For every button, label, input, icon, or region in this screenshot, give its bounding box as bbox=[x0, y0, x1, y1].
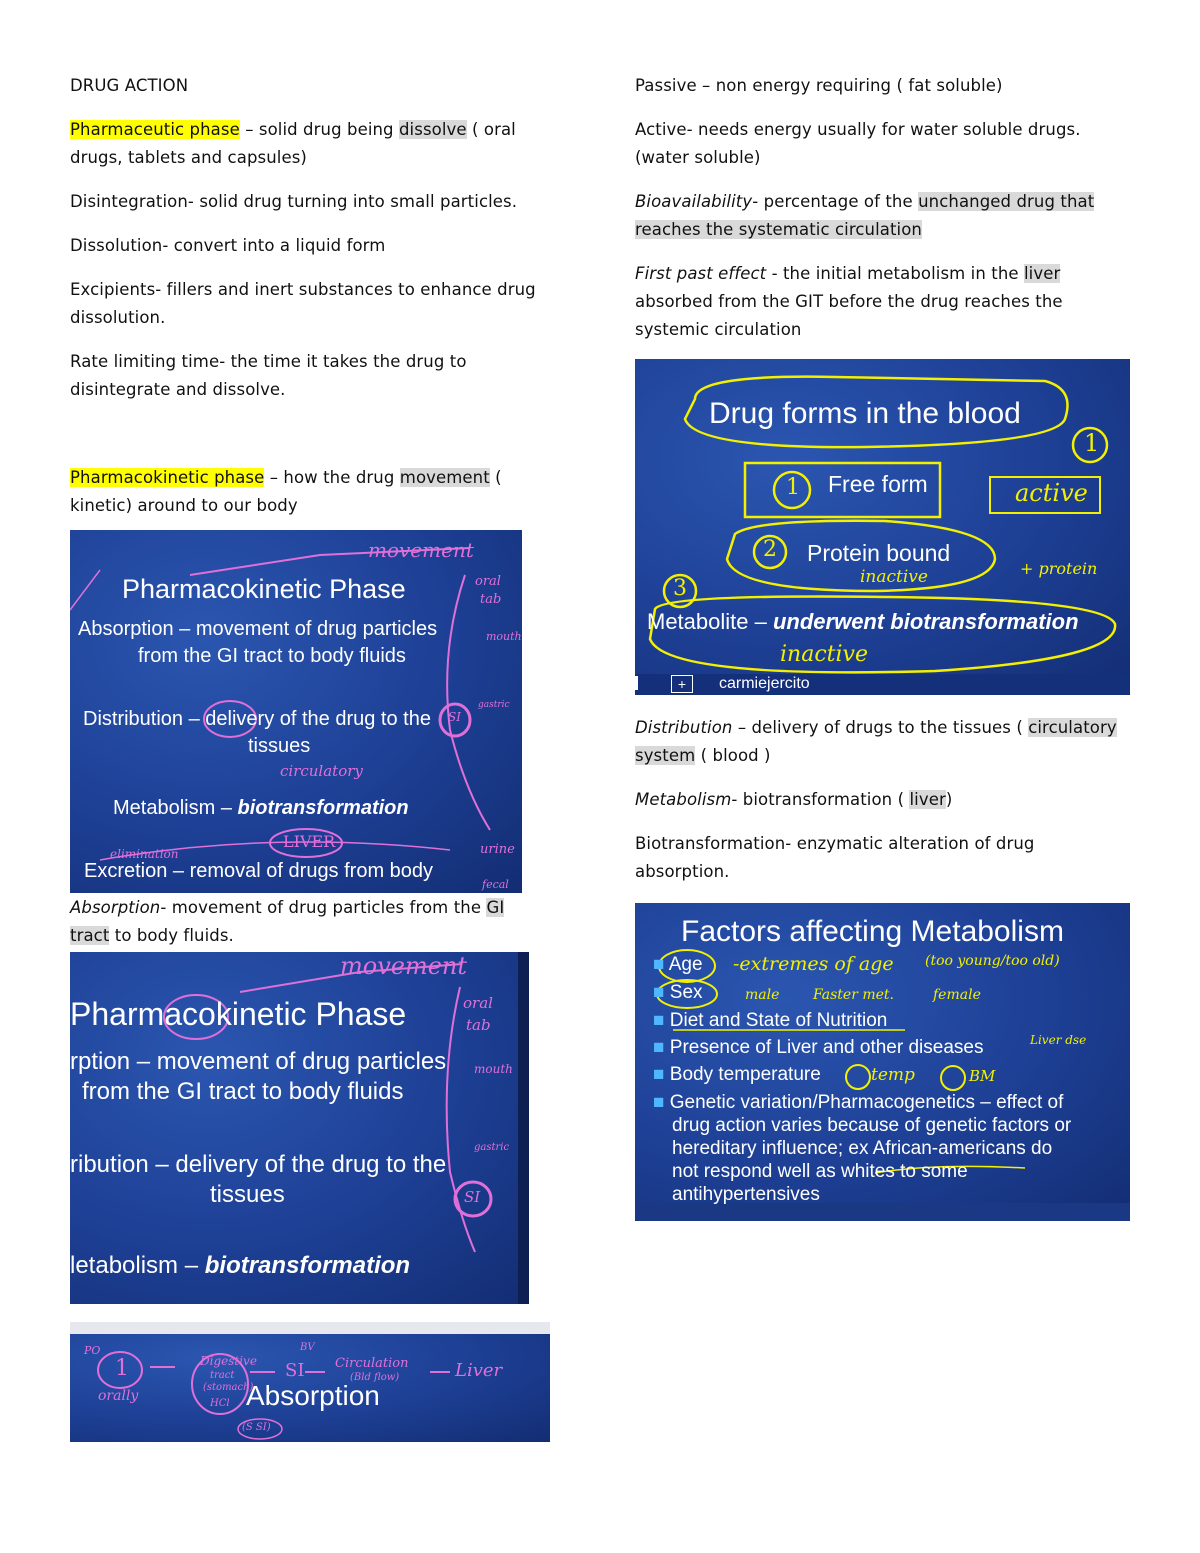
ink-circulatory: circulatory bbox=[280, 762, 363, 780]
ink-female: female bbox=[933, 987, 981, 1003]
highlight-movement: movement bbox=[399, 468, 490, 487]
ink-extremes: -extremes of age bbox=[733, 953, 894, 975]
rate-limiting-para: Rate limiting time- the time it takes the drug to disintegrate and dissolve. bbox=[70, 352, 467, 399]
slide-line-distribution: Distribution – delivery of the drug to the bbox=[83, 708, 431, 730]
text: ) bbox=[945, 790, 953, 809]
highlight-dissolve: dissolve bbox=[398, 120, 467, 139]
metabolism-para bbox=[635, 786, 1130, 814]
ink-liver: LIVER bbox=[283, 832, 336, 851]
text: biotransformation bbox=[204, 1252, 411, 1279]
ink-ssi: (S SI) bbox=[242, 1422, 271, 1433]
text: to body fluids. bbox=[109, 926, 234, 945]
slide-title: Pharmacokinetic Phase bbox=[70, 996, 407, 1032]
ink-active: active bbox=[1015, 479, 1088, 507]
factor-genetic: ■ Genetic variation/Pharmacogenetics – effect of bbox=[653, 1092, 1064, 1113]
text: – delivery of drugs to the tissues ( bbox=[732, 718, 1029, 737]
term-metabolism: Metabolism bbox=[635, 790, 732, 809]
term-pharmaceutic-phase: Pharmaceutic phase bbox=[70, 120, 240, 139]
ink-circulation: Circulation bbox=[335, 1356, 409, 1371]
text: biotransformation bbox=[237, 797, 409, 819]
text: - movement of drug particles from the bbox=[160, 898, 487, 917]
ink-movement: movement bbox=[368, 538, 474, 562]
ink-liver-dse: Liver dse bbox=[1030, 1033, 1087, 1047]
ink-oral: oral bbox=[475, 574, 501, 589]
ink-num-1: 1 bbox=[786, 475, 800, 500]
distribution-para bbox=[635, 714, 1130, 770]
ink-bv: BV bbox=[300, 1342, 315, 1353]
slide-line: from the GI tract to body fluids bbox=[138, 645, 406, 667]
absorption-para bbox=[70, 894, 540, 950]
disintegration-para: Disintegration- solid drug turning into small particles. bbox=[70, 192, 518, 211]
term-absorption: Absorption bbox=[70, 898, 161, 917]
ink-num-3: 3 bbox=[673, 576, 687, 601]
first-pass-para bbox=[635, 260, 1130, 344]
ink-mouth: mouth bbox=[474, 1062, 513, 1076]
factors-metabolism-slide bbox=[635, 903, 1130, 1221]
pharmacokinetic-slide-1 bbox=[70, 530, 522, 893]
active-para: Active- needs energy usually for water soluble drugs.(water soluble) bbox=[635, 120, 1081, 167]
ink-gastric: gastric bbox=[478, 700, 510, 710]
ink-orally: orally bbox=[98, 1388, 139, 1404]
pharmacokinetic-phase-para bbox=[70, 464, 558, 520]
ink-one: 1 bbox=[115, 1356, 129, 1381]
ink-stomach: (stomach) bbox=[203, 1382, 254, 1393]
ink-po: PO bbox=[84, 1344, 101, 1357]
factor-diet: ■ Diet and State of Nutrition bbox=[653, 1010, 888, 1031]
excipients-para: Excipients- fillers and inert substances to enhance drug dissolution. bbox=[70, 280, 536, 327]
highlight-circulatory-system: circulatory system bbox=[635, 718, 1117, 765]
factor-age: ■ Age bbox=[653, 954, 703, 975]
highlight-unchanged-drug: unchanged drug that reaches the systematic circulation bbox=[635, 192, 1095, 239]
slide-title: Drug forms in the blood bbox=[709, 397, 1021, 430]
slide-line: tissues bbox=[248, 735, 311, 757]
add-icon[interactable]: + bbox=[671, 675, 693, 693]
right-column-lower bbox=[635, 714, 1130, 902]
left-column bbox=[70, 72, 558, 536]
absorption-slide bbox=[70, 1322, 550, 1442]
passive-para: Passive – non energy requiring ( fat soluble) bbox=[635, 76, 1003, 95]
slide-line-absorption: Absorption – movement of drug particles bbox=[78, 618, 438, 640]
ink-plus-protein: + protein bbox=[1020, 559, 1098, 578]
slide-title: Factors affecting Metabolism bbox=[681, 915, 1064, 948]
slide-line-metabolism bbox=[70, 1252, 410, 1280]
genetic-line-5: antihypertensives bbox=[672, 1184, 820, 1205]
doc-title: DRUG ACTION bbox=[70, 76, 189, 95]
text: Age bbox=[668, 954, 703, 975]
slide-line-excretion: Excretion – removal of drugs from body bbox=[84, 860, 434, 882]
protein-bound: Protein bound bbox=[807, 540, 951, 566]
ink-age-range: (too young/too old) bbox=[925, 953, 1060, 969]
ink-inactive: inactive bbox=[860, 567, 928, 587]
highlight-gi-tract: GI tract bbox=[70, 898, 505, 945]
ink-tract: tract bbox=[210, 1370, 235, 1381]
term-bioavailability: Bioavailability bbox=[635, 192, 753, 211]
text: ( blood ) bbox=[695, 746, 771, 765]
metabolite-line bbox=[647, 609, 1079, 635]
text: underwent biotransformation bbox=[772, 609, 1079, 634]
ink-digestive: Digestive bbox=[200, 1354, 257, 1368]
ink-tab: tab bbox=[466, 1016, 491, 1034]
text: Metabolism – bbox=[113, 797, 238, 819]
ink-gastric: gastric bbox=[474, 1142, 510, 1153]
ink-mouth: mouth bbox=[486, 630, 522, 643]
factor-sex: ■ Sex bbox=[653, 982, 703, 1003]
ink-blood-flow: (Bld flow) bbox=[350, 1372, 400, 1383]
pharmacokinetic-slide-2 bbox=[70, 952, 529, 1304]
user-label: carmiejercito bbox=[719, 675, 810, 692]
ink-tab: tab bbox=[480, 592, 502, 607]
ink-male: male bbox=[745, 987, 780, 1003]
text: Presence of Liver and other diseases bbox=[669, 1037, 984, 1058]
pin-icon bbox=[635, 676, 648, 690]
ink-fecal: fecal bbox=[482, 878, 509, 891]
slide-line-absorption: rption – movement of drug particles bbox=[70, 1048, 447, 1075]
ink-faster-met: Faster met. bbox=[813, 987, 894, 1003]
text: absorbed from the GIT before the drug reaches the systemic circulation bbox=[635, 292, 1063, 339]
ink-si: SI bbox=[285, 1360, 305, 1381]
slide-line-metabolism bbox=[113, 797, 409, 820]
bioavailability-para bbox=[635, 188, 1130, 244]
slide-line-distribution: ribution – delivery of the drug to the bbox=[70, 1151, 447, 1178]
term-distribution: Distribution bbox=[635, 718, 733, 737]
slide-line: tissues bbox=[210, 1181, 285, 1208]
factor-body-temp: ■ Body temperature bbox=[653, 1064, 821, 1085]
pharmaceutic-phase-para bbox=[70, 116, 558, 172]
ink-temp: temp bbox=[871, 1065, 915, 1085]
genetic-line-4: not respond well as whites to some bbox=[672, 1161, 968, 1182]
ink-si: SI bbox=[464, 1188, 481, 1206]
factor-liver: ■ Presence of Liver and other diseases bbox=[653, 1037, 984, 1058]
slide-title: Pharmacokinetic Phase bbox=[122, 574, 406, 604]
ink-si: SI bbox=[448, 710, 461, 724]
term-pharmacokinetic-phase: Pharmacokinetic phase bbox=[70, 468, 265, 487]
ink-oral: oral bbox=[463, 994, 493, 1012]
free-form: Free form bbox=[828, 471, 928, 497]
ink-hcl: HCl bbox=[210, 1398, 230, 1409]
text: Genetic variation/Pharmacogenetics – effect of bbox=[669, 1092, 1064, 1113]
ink-bm: BM bbox=[969, 1067, 996, 1085]
ink-liver: Liver bbox=[455, 1360, 503, 1381]
text: - biotransformation ( bbox=[731, 790, 910, 809]
ink-urine: urine bbox=[480, 842, 515, 857]
text: - the initial metabolism in the bbox=[766, 264, 1024, 283]
text: Body temperature bbox=[669, 1064, 821, 1085]
biotransformation-para: Biotransformation- enzymatic alteration of drug absorption. bbox=[635, 834, 1035, 881]
highlight-liver-2: liver bbox=[909, 790, 946, 809]
text: - percentage of the bbox=[752, 192, 919, 211]
text: ( oral drugs, tablets and capsules) bbox=[70, 120, 516, 167]
term-first-past-effect: First past effect bbox=[635, 264, 767, 283]
ink-inactive-2: inactive bbox=[780, 642, 868, 667]
text: – solid drug being bbox=[239, 120, 399, 139]
text: Metabolite – bbox=[647, 609, 773, 634]
ink-num-2: 2 bbox=[763, 537, 777, 562]
slide-title: Absorption bbox=[246, 1380, 380, 1411]
genetic-line-3: hereditary influence; ex African-americans do bbox=[672, 1138, 1053, 1159]
genetic-line-2: drug action varies because of genetic factors or bbox=[672, 1115, 1072, 1136]
ink-elimination: elimination bbox=[110, 847, 179, 861]
highlight-liver: liver bbox=[1024, 264, 1061, 283]
text: Diet and State of Nutrition bbox=[669, 1010, 888, 1031]
text: Sex bbox=[669, 982, 703, 1003]
slide-line: from the GI tract to body fluids bbox=[82, 1078, 404, 1105]
ink-movement: movement bbox=[340, 952, 468, 980]
drug-forms-slide bbox=[635, 359, 1130, 695]
text: letabolism – bbox=[70, 1252, 205, 1279]
text: – how the drug bbox=[264, 468, 400, 487]
text: ( kinetic) around to our body bbox=[70, 468, 502, 515]
right-column bbox=[635, 72, 1130, 360]
ink-big-one: 1 bbox=[1084, 429, 1100, 457]
dissolution-para: Dissolution- convert into a liquid form bbox=[70, 236, 386, 255]
